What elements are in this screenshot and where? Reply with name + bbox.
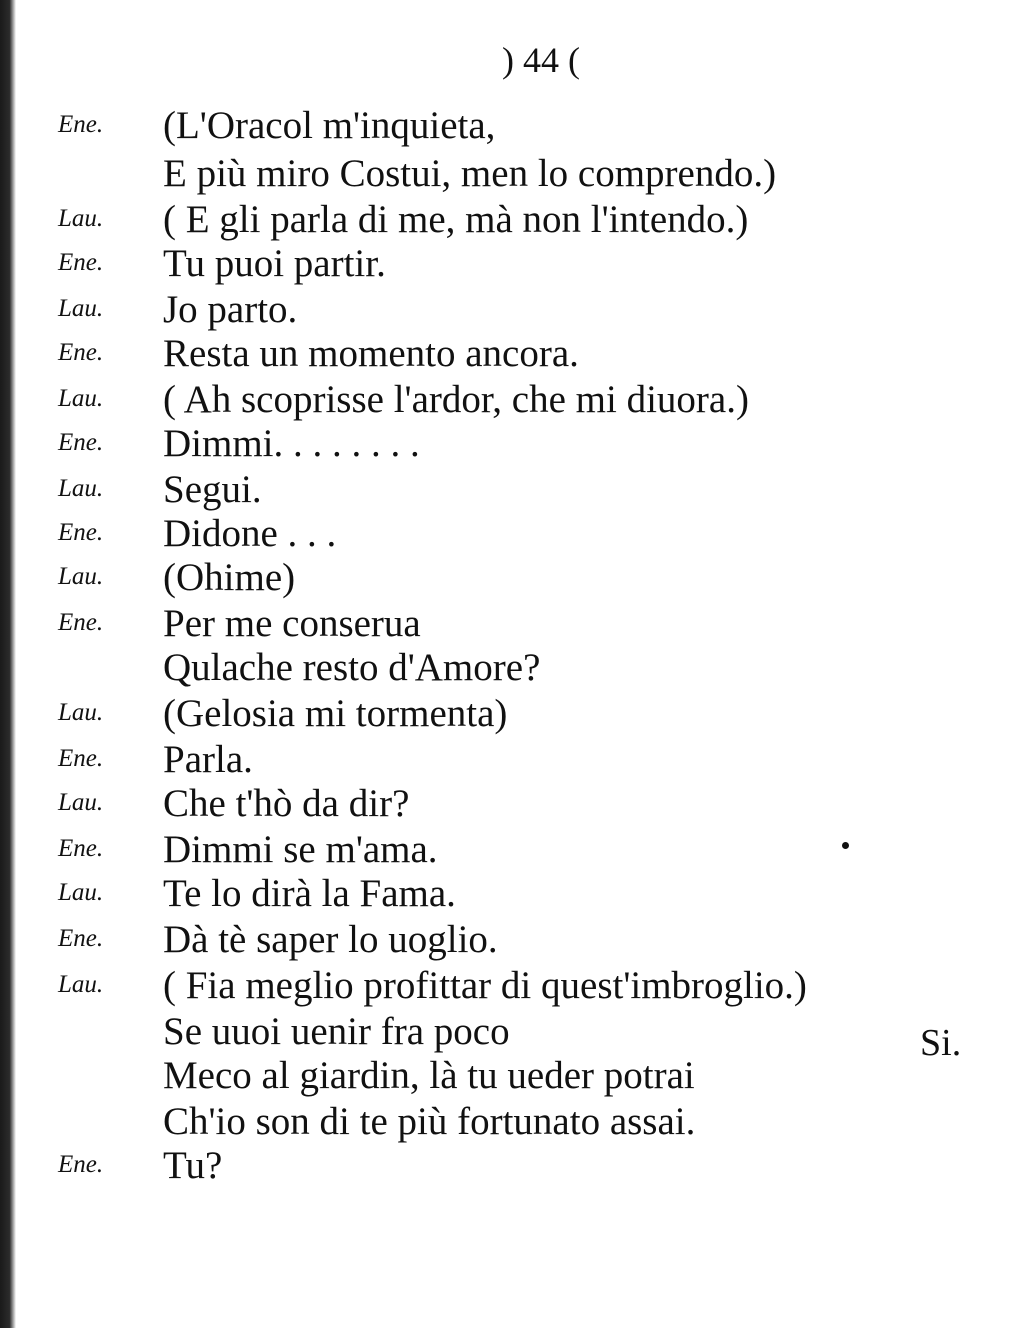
dialogue-line xyxy=(0,151,1024,199)
speech-text: Ch'io son di te più fortunato assai. xyxy=(163,1100,696,1143)
dialogue-line xyxy=(0,601,1024,649)
speech-text: (Gelosia mi tormenta) xyxy=(163,692,508,735)
dialogue-line xyxy=(0,871,1024,919)
dialogue-line xyxy=(0,467,1024,515)
speech-text: Segui. xyxy=(163,468,262,511)
speech-text: Dimmi se m'ama. xyxy=(163,828,438,871)
catchword: Si. xyxy=(920,1022,962,1064)
speech-text: Jo parto. xyxy=(163,288,298,331)
speech-text: E più miro Costui, men lo comprendo.) xyxy=(163,152,777,195)
speaker-label: Ene. xyxy=(58,609,104,636)
dialogue-line xyxy=(0,1053,1024,1101)
speaker-label: Lau. xyxy=(58,385,104,412)
speaker-label: Ene. xyxy=(58,745,104,772)
speech-text: Meco al giardin, là tu ueder potrai xyxy=(163,1054,695,1097)
speaker-label: Ene. xyxy=(58,429,104,456)
dialogue-line xyxy=(0,331,1024,379)
speaker-label: Ene. xyxy=(58,835,104,862)
dialogue-line xyxy=(0,917,1024,965)
dialogue-line xyxy=(0,645,1024,693)
dialogue-line xyxy=(0,1009,1024,1057)
speaker-label: Lau. xyxy=(58,475,104,502)
speaker-label: Ene. xyxy=(58,1151,104,1178)
dialogue-line xyxy=(0,511,1024,559)
speaker-label: Ene. xyxy=(58,249,104,276)
speech-text: ( Ah scoprisse l'ardor, che mi diuora.) xyxy=(163,378,749,421)
dialogue-line xyxy=(0,197,1024,245)
page-number: ) 44 ( xyxy=(502,40,580,80)
speech-text: ( E gli parla di me, mà non l'intendo.) xyxy=(163,198,749,241)
dialogue-line xyxy=(0,555,1024,603)
speech-text: Te lo dirà la Fama. xyxy=(163,872,456,915)
speech-text: Parla. xyxy=(163,738,253,781)
dialogue-line xyxy=(0,377,1024,425)
speaker-label: Lau. xyxy=(58,205,104,232)
speech-text: Tu? xyxy=(163,1144,223,1187)
dialogue-line xyxy=(0,241,1024,289)
dialogue-line xyxy=(0,103,1024,151)
dialogue-line xyxy=(0,287,1024,335)
speech-text: Resta un momento ancora. xyxy=(163,332,579,375)
dialogue-line xyxy=(0,1099,1024,1147)
speaker-label: Lau. xyxy=(58,295,104,322)
speaker-label: Ene. xyxy=(58,519,104,546)
speaker-label: Ene. xyxy=(58,925,104,952)
dialogue-line xyxy=(0,691,1024,739)
dialogue-line xyxy=(0,963,1024,1011)
dialogue-line xyxy=(0,827,1024,875)
speaker-label: Lau. xyxy=(58,971,104,998)
speech-text: Che t'hò da dir? xyxy=(163,782,410,825)
speech-text: Dimmi. . . . . . . . xyxy=(163,422,420,465)
dialogue-line xyxy=(0,737,1024,785)
speech-text: Se uuoi uenir fra poco xyxy=(163,1010,510,1053)
speech-text: Dà tè saper lo uoglio. xyxy=(163,918,498,961)
speech-text: ( Fia meglio profittar di quest'imbroglio.) xyxy=(163,964,807,1007)
speech-text: Per me conserua xyxy=(163,602,421,645)
speaker-label: Lau. xyxy=(58,879,104,906)
speaker-label: Lau. xyxy=(58,699,104,726)
ink-speck xyxy=(842,842,849,849)
dialogue-line xyxy=(0,421,1024,469)
speech-text: Qulache resto d'Amore? xyxy=(163,646,541,689)
speaker-label: Ene. xyxy=(58,339,104,366)
speech-text: Tu puoi partir. xyxy=(163,242,386,285)
speech-text: (Ohime) xyxy=(163,556,296,599)
speech-text: Didone . . . xyxy=(163,512,337,555)
dialogue-line xyxy=(0,781,1024,829)
speech-text: (L'Oracol m'inquieta, xyxy=(163,104,496,147)
speaker-label: Lau. xyxy=(58,789,104,816)
dialogue-line xyxy=(0,1143,1024,1191)
speaker-label: Ene. xyxy=(58,111,104,138)
speaker-label: Lau. xyxy=(58,563,104,590)
